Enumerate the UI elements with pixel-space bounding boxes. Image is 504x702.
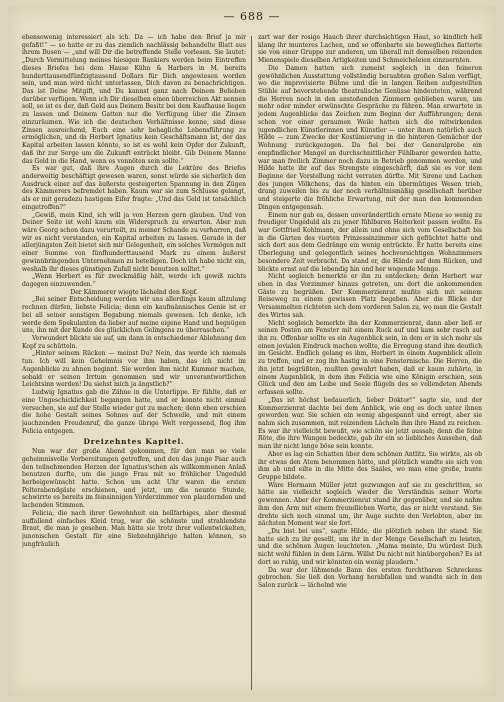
column-divider [251,36,252,690]
paragraph: Nun war der große Abend gekommen, für den man so viele geheimnisvolle Vorbereitungen getroffen, und den das junge Paar auch den teilnehmenden Herzen der Ignatius'schen als willkommenen Anlaß benutzen durfte, um die junge Frau mit so fröhlicher Ungeduld herbeigewünscht hatte. Schon um acht Uhr waren die ersten Polterabendgäste erschienen, und jetzt, um die neunte Stunde, schwirrte es bereits im feinsinnigen Vorderzimmer von plaudernden und lachenden Stimmen. [22,448,246,510]
book-page [8,6,496,696]
paragraph: Die Damen hatten sich zumeist sogleich in den feineren gewöhnlichen Ausstattung vollständig beraubten großen Salon verfügt, wo die improvisierte Bühne und die in langen Reihen aufgestellten Stühle auf bevorstehende theatralische Genüsse hindeuteten, während die Herren noch in den anstoßenden Zimmern geblieben waren, um mehr oder minder erwünschte Gespräche zu führen. Man erwartete in jedem Augenblicke das Zeichen zum Beginn der Aufführungen; denn schon vor einer geraumen Weile hatten sich die mitwirkenden jugendlichen Künstlerinnen und Künstler — unter ihnen natürlich auch Hilde — zum Zwecke der Kostümierung in die hinteren Gemächer der Wohnung zurückgezogen. Da fiel bei der Generalprobe ein empfindlicher Mangel an durchschnittlicher Fühlbarer geworden hatte, war man freilich Zimmer noch dazu in Betrieb genommen werden, und Hilde hatte ihr auf das Strengste eingeschärft, daß sie es vor dem Beginne der Vorstellung nicht verraten dürfte. Mit Sirene und Lachen des jungen Völkchens, das da hinten ein übermütiges Wesen trieb, drang zuweilen bis zu der noch verhältnismäßig gesellschaft herüber und steigerte die fröhliche Erwartung, mit der man den kommenden Dingen entgegensah. [258,64,482,211]
paragraph: zart war der rosige Hauch ihrer durchsichtigen Haut, so kindlich hell klang ihr munteres Lachen, und so offenbarte sie bewegliches flatterte sie von einer Gruppe zur anderen, um überall mit demselben reizenden Mienenspiele dieselben Artigkeiten und Schmeicheleien einzuernten. [258,34,482,65]
paragraph: Der Kämmerer wiegte lächelnd den Kopf. [70,288,198,296]
paragraph: „Gewiß, mein Kind, ich will ja von Herzen gern glauben. Und von Deiner Seite ist wohl kaum ein Widerspruch zu erwarten. Aber nun wäre Georg schon dazu verurteilt, zu meiner Schande zu verharren, daß wir es nicht verstanden, ein Kapital arbeiten zu lassen. Gerade in der allerjüngsten Zeit bietet sich mir Gelegenheit, ein solches Vermögen mit einer Summe von fünfhunderttausend Mark zu einem äußerst gewinnbringenden Unternehmen zu beteiligen. Doch ich habe nicht ein, weshalb ihr dieses günstigen Zufall nicht benutzen solltet.“ [22,211,246,273]
paragraph: Nicht sogleich bemerkte ihn der Kommerzienrat, dann aber ließ er seinen Posten am Fenster mit einem Ruck auf und kam sehr rasch auf ihn zu. Offenbar sollte es ein Augenblick sein, in dem er in sich mehr als einen jovialen Eindruck machen wollte, die Erregung stand ihm deutlich im Gesicht. Endlich gelang es ihm, Herbert in einem Augenblick allein zu treffen, und er zog ihn hastig in eine Fensternische. Die Herren, die ihn jetzt begrüßten, mußten gewahrt haben, daß er kaum zuhörte, in einem Augenblick, in dem ihm Felicia wie eine Königin erschien, sein Glück und den am Leibe und Seele flügeln des so vollendeten Abends erfassen sollte. [258,319,482,397]
paragraph: Wäre Hermann Müller jetzt gezwungen auf sie zu geschritten, so hätte sie vielleicht sogleich wieder die Verständnis seiner Worte gewonnen. Aber der Kommerzienrat stand ihr gegenüber, und sie nahm ihm den Arm mit einem freundlichen Worte, das er nicht verstand. Sie drehte sich noch einmal um, ihr Auge suchte den Verlobten, aber im nächsten Moment war sie fort. [258,481,482,528]
paragraph: Ludwig Ignatius gab die Zähne in die Unterlippe. Er fühlte, daß er eine Ungeschicklichkeit begangen hatte, und er konnte nicht einmal versuchen, sie auf der Stelle wieder gut zu machen; denn eben erschien die hohe Gestalt seines Sohnes auf der Schwelle, und mit einem jauchzenden Freudenruf, die ganze übrige Welt vergessend, flog ihm Felicia entgegen. [22,389,246,435]
paragraph: Da war der lähmende Bann des ersten furchtbaren Schreckens gebrochen. Sie ließ den Vorhang herabfallen und wandte sich in den Salon zurück — lächelnd wie [258,566,482,590]
left-column [22,34,246,694]
paragraph: Nicht sogleich bemerkte er ihn zu entdecken; denn Herbert war eben in das Vorzimmer hinaus getreten, um dort die ankommenden Gäste zu begrüßen. Der Kommerzienrat mußte sich mit seinem Reiseweg zu einem gewissen Platz begeben. Aber die Blicke der Versammelten richteten sich dem vorderen Salon zu, wo man die Gestalt des Wirtes sah. [258,273,482,319]
paragraph: Es war gut, daß ihre Augen durch die Lektüre des Briefes anderweitig beschäftigt gewesen waren, sonst würde sie sicherlich den Ausdruck einer auf das äußerste gesteigerten Spannung in den Zügen des Kämmerers befremdet haben. Kaum war sie zum Schlusse gelangt, als er mit geradezu hastigem Eifer fragte: „Und das Geld ist tatsächlich eingetroffen?“ [22,165,246,211]
paragraph: „Du bist bei uns“, sagte Hilde, die plötzlich neben ihr stand. Sie hatte sich zu ihr gesellt, um ihr in der Menge Gesellschaft zu leisten, und die schönen Augen leuchteten. „Mama meinte, Du würdest Dich nicht wohl fühlen in dem Lärm. Willst Du nicht mit hinübergehen? Es ist dort so ruhig, und wir könnten ein wenig plaudern.“ [258,528,482,566]
paragraph: Einem nur gab es, dessen unverändertlich ernste Miene so wenig zu freudiger Ungeduld als zu jener fühlbaren Heiterkeit passen wollte. Es war Gottfried Kohlmann, der allein und ohne sich vom Gesellschaft bis in die Gärten des vierten Prinzessinzimmer sich geflüchtet hatte und sich dort aus dem Gedränge ein wenig entrückte. Er hatte bereits eine Überlegung und gelegentlich seines hochvorsichtigen Wohnzimmers besondere Zeit verbracht. Da stand er, die Hände auf dem Rücken, und blickte ernst auf die lebendig hin und her wogende Menge. [258,211,482,273]
chapter-heading: Dreizehntes Kapitel. [83,437,185,447]
paragraph: „Hinter seinem Rücken — meinst Du? Nein, das werde ich niemals tun. Ich will kein Geheimnis vor ihm haben, das ich nicht im Augenblicke zu ahnen beginnt. Sie werden ihm nicht Kummer machen, sobald er seinen Irrtum genommen und wir unverantwortlichen Leichtsinn werden! Du siehst mich ja ängstlich?“ [22,350,246,389]
paragraph: Aber es lag ein Schatten über dem schönen Antlitz. Sie wirkte, als ob ihr etwas den Atem benommen hätte, und plötzlich wandte sie sich von ihm ab und eilte in die Mitte des Saales, wo man eine große, bunte Gruppe bildete. [258,450,482,481]
page-number: — 688 — [223,10,281,23]
paragraph: „Das ist höchst bedauerlich, lieber Doktor!“ sagte sie, und der Kommerzienrat dachte bei dem Anblick, wie eng es doch unter ihnen geworden war. Sie schien ein wenig abgespannt und erregt, aber sie nahm sich zusammen, mit reizendem Lächeln ihm ihre Hand zu reichen. Es war ihr vielleicht bewußt, wie schön sie jetzt aussah; denn die feine Röte, die ihre Wangen bedeckte, gab ihr ein so liebliches Aussehen, daß man ihr nicht lange böse sein konnte. [258,396,482,451]
right-column [258,34,482,694]
paragraph: ebensowenig interessiert als ich. Da — ich habe den Brief ja mir gefaßt!“ — so hatte er zu das ziemlich nachlässig behandelte Blatt aus ihrem Busen — „und will Dir die betreffende Stelle vorlesen. Sie lautet: „Durch Vermittelung meines hiesigen Bankiers werden beim Eintreffen dieses Briefes bei dem Hause Kühn & Harbers in M. bereits hunderttausendfünfzigtausend Dollars für Dich angewiesen worden sein, und man wird nicht unterlassen, Dich davon zu benachrichtigen. Das ist Deine Mitgift, und Du kannst ganz nach Deinem Belieben darüber verfügen. Wenn ich Dir dieselben einen überreichen Akt nennen soll, so ist es der, daß Geld aus Deinem Besitz bei dem Kaufhause liegen zu lassen und Deinem Gatten nur die Verfügung über die Zinsen einzuräumen. Wie ich die deutschen Verhältnisse kenne, sind diese Zinsen ausreichend, Euch eine sehr behagliche Lebensführung zu ermöglichen, und da Herbert Ignatius kein Geschäftsmann ist, der das Kapital arbeiten lassen könnte, so ist es wohl kein Opfer der Zukunft, daß ihr zur Sorge um die Zukunft entrückt bleibt. Gib Deinem Manne das Geld in die Hand, wenn es vonnöten sein sollte.“ [22,34,246,165]
paragraph: Verwundert blickte sie auf, um dann in entschiedener Ablehnung den Kopf zu schütteln. [22,335,246,350]
paragraph: Felicia, die nach ihrer Gewohnheit ein hellfarbiges, aber diesmal auffallend einfaches Kleid trug, war die schönste und strahlendste Braut, die man je gesehen. Man hätte sie trotz ihrer vollentwickelten, junonischen Gestalt für eine Siebzehnjährige halten können, so jungfräulich [22,509,246,548]
paragraph: „Bei seiner Entscheidung werden wir uns allerdings kaum allzulang rechnen dürfen, liebste Felicia; denn ein kaufmännisches Genie ist er bei all seiner sonstigen Begabung niemals gewesen. Ich denke, ich werde dem Spekulanten da lieber auf meine eigene Hand und begnügen uns, ihn mit der Kunde des glücklichen Gelingens zu überraschen.“ [22,296,246,335]
paragraph: „Wenn Herbert es für zweckmäßig hält, werde ich gewiß nichts dagegen einzuwenden.“ [22,273,246,288]
